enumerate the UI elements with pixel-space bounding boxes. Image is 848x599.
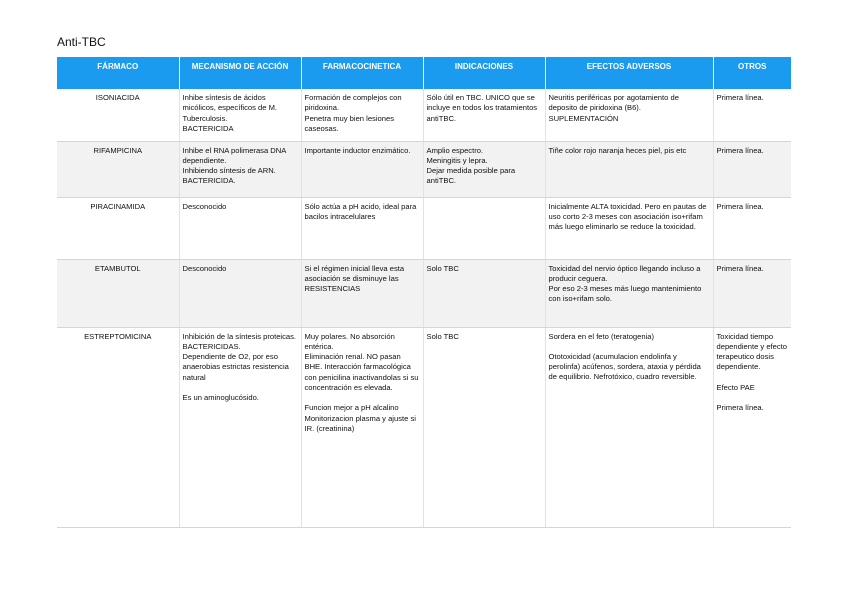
cell-text: Inhibe síntesis de ácidos micólicos, específicos de M. Tuberculosis. (182, 93, 278, 123)
header-efectos-adversos: EFECTOS ADVERSOS (545, 57, 713, 89)
cell-otros (713, 327, 791, 527)
table-header-row (57, 57, 791, 89)
header-farmaco: FÁRMACO (57, 57, 179, 89)
header-farmacocinetica: FARMACOCINETICA (301, 57, 423, 89)
cell-text: Importante inductor enzimático. (304, 145, 411, 155)
cell-farmaco: PIRACINAMIDA (57, 197, 179, 259)
cell-text: Es un aminoglucósido. (182, 392, 259, 402)
cell-farmaco: RIFAMPICINA (57, 141, 179, 197)
cell-farmaco: ISONIACIDA (57, 89, 179, 141)
cell-text: Desconocido (182, 263, 227, 273)
header-indicaciones: INDICACIONES (423, 57, 545, 89)
cell-farmacocinetica (301, 327, 423, 527)
cell-text: Primera línea. (716, 93, 764, 102)
cell-indicaciones (423, 327, 545, 527)
cell-otros (713, 141, 791, 197)
cell-otros (713, 197, 791, 259)
table-row (57, 327, 791, 527)
cell-text (183, 383, 298, 393)
cell-text (305, 393, 420, 403)
table-body (57, 89, 791, 527)
cell-mecanismo (179, 197, 301, 259)
table-row (57, 89, 791, 141)
cell-text (717, 393, 789, 403)
cell-text: Efecto PAE (716, 382, 755, 392)
cell-text: Si el régimen inicial lleva esta asociación se disminuye las RESISTENCIAS (304, 263, 405, 294)
cell-otros (713, 89, 791, 141)
cell-indicaciones (423, 89, 545, 141)
cell-farmacocinetica (301, 89, 423, 141)
document-title: Anti-TBC (57, 35, 106, 49)
table-row (57, 259, 791, 327)
cell-mecanismo (179, 141, 301, 197)
cell-otros (713, 259, 791, 327)
cell-text: Ototoxicidad (acumulacion endolinfa y perolinfa) acúfenos, sordera, ataxia y pérdida de equilibrio. Nefrotóxico, cuadro reversible. (548, 351, 701, 382)
cell-text: Sólo útil en TBC. UNICO que se incluye en todos los tratamientos antiTBC. (426, 93, 538, 123)
cell-text: Primera línea. (716, 145, 764, 155)
cell-text: Solo TBC (426, 331, 459, 341)
cell-text: Funcion mejor a pH alcalino Monitorizacion plasma y ajuste si IR. (creatinina) (304, 403, 416, 433)
cell-text: Dependiente de O2, por eso anaerobias estrictas resistencia natural (182, 352, 289, 382)
cell-farmaco: ESTREPTOMICINA (57, 327, 179, 527)
cell-text: BACTERICIDAS. (182, 341, 241, 351)
cell-efectos-adversos (545, 259, 713, 327)
cell-farmacocinetica (301, 259, 423, 327)
cell-text: BACTERICIDA (182, 123, 234, 133)
cell-text: Inhibición de la síntesis proteicas. (182, 331, 297, 341)
cell-mecanismo (179, 89, 301, 141)
cell-farmacocinetica (301, 141, 423, 197)
cell-farmacocinetica (301, 197, 423, 259)
cell-text: Primera línea. (716, 402, 764, 412)
cell-text (717, 373, 789, 383)
cell-efectos-adversos (545, 327, 713, 527)
cell-text: Amplio espectro. (426, 145, 484, 155)
cell-text: Muy polares. No absorción entérica. (304, 331, 395, 351)
cell-text: Inicialmente ALTA toxicidad. Pero en pautas de uso corto 2-3 meses con asociación iso+rifam más luego eliminarlo se reduce la toxicidad. (548, 201, 707, 232)
cell-text: Neuritis periféricas por agotamiento de deposito de piridoxina (B6). (548, 93, 679, 113)
cell-farmaco: ETAMBUTOL (57, 259, 179, 327)
anti-tbc-table (57, 57, 791, 528)
cell-text (427, 202, 542, 212)
cell-text: Sordera en el feto (teratogenia) (548, 331, 655, 341)
cell-text: Solo TBC (426, 263, 459, 273)
cell-text: Inhibiendo síntesis de ARN. BACTERICIDA. (182, 166, 276, 186)
cell-text: SUPLEMENTACIÓN (548, 113, 619, 123)
cell-efectos-adversos (545, 89, 713, 141)
cell-text: Tiñe color rojo naranja heces piel, pis etc (548, 145, 687, 155)
cell-text: Sólo actúa a pH acido, ideal para bacilos intracelulares (304, 201, 417, 221)
cell-efectos-adversos (545, 141, 713, 197)
cell-text: Penetra muy bien lesiones caseosas. (304, 113, 394, 133)
cell-text: Desconocido (182, 201, 227, 211)
header-mecanismo: MECANISMO DE ACCIÓN (179, 57, 301, 89)
header-otros: OTROS (713, 57, 791, 89)
cell-text: Eliminación renal. NO pasan BHE. Interacción farmacológica con penicilina inactivandolas si su concentración es elevada. (304, 352, 419, 392)
cell-indicaciones (423, 259, 545, 327)
cell-text: Primera línea. (716, 263, 764, 273)
cell-efectos-adversos (545, 197, 713, 259)
cell-text: Formación de complejos con piridoxina. (304, 93, 402, 113)
cell-mecanismo (179, 259, 301, 327)
cell-mecanismo (179, 327, 301, 527)
cell-text: Toxicidad tiempo dependiente y efecto terapeutico dosis dependiente. (716, 331, 788, 372)
cell-indicaciones (423, 197, 545, 259)
cell-text: Meningitis y lepra. (426, 155, 488, 165)
cell-text: Inhibe el RNA polimerasa DNA dependiente. (182, 145, 286, 165)
cell-text (549, 342, 710, 352)
cell-text: Por eso 2-3 meses más luego mantenimiento con iso+rifam solo. (548, 284, 702, 304)
cell-indicaciones (423, 141, 545, 197)
cell-text: Dejar medida posible para antiTBC. (426, 166, 516, 186)
cell-text: Primera línea. (716, 201, 764, 211)
table-row (57, 141, 791, 197)
table-row (57, 197, 791, 259)
cell-text: Toxicidad del nervio óptico llegando incluso a producir ceguera. (548, 263, 701, 283)
